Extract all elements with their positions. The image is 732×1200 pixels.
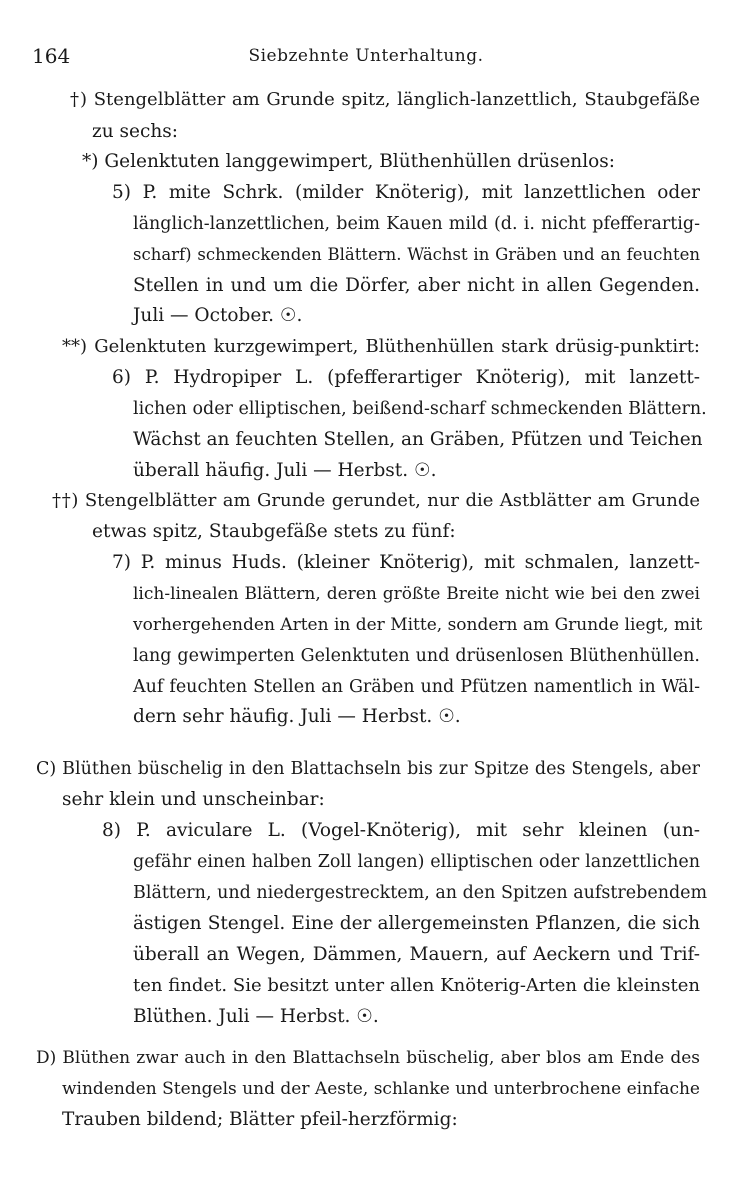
text-line: 5) P. mite Schrk. (milder Knöterig), mit lanzettlichen oder xyxy=(112,182,700,203)
text-line: ästigen Stengel. Eine der allergemeinsten Pflanzen, die sich xyxy=(133,913,700,934)
page-header xyxy=(0,44,732,74)
text-line: 8) P. aviculare L. (Vogel-Knöterig), mit sehr kleinen (un- xyxy=(102,820,700,841)
text-line: ††) Stengelblätter am Grunde gerundet, nur die Astblätter am Grunde xyxy=(52,490,700,511)
text-line: Auf feuchten Stellen an Gräben und Pfützen namentlich in Wäl- xyxy=(133,677,700,697)
text-line: Stellen in und um die Dörfer, aber nicht in allen Gegenden. xyxy=(133,275,700,296)
text-line: Blättern, und niedergestrecktem, an den Spitzen aufstrebendem xyxy=(133,883,708,903)
text-line: lang gewimperten Gelenktuten und drüsenlosen Blüthenhüllen. xyxy=(133,646,700,666)
text-line: zu sechs: xyxy=(92,121,178,142)
text-line: Blüthen. Juli — Herbst. ☉. xyxy=(133,1006,379,1027)
page-number: 164 xyxy=(32,44,71,68)
text-line: C) Blüthen büschelig in den Blattachseln bis zur Spitze des Stengels, aber xyxy=(36,759,700,779)
text-line: Wächst an feuchten Stellen, an Gräben, Pfützen und Teichen xyxy=(133,429,703,450)
text-line: Trauben bildend; Blätter pfeil-herzförmig: xyxy=(62,1109,458,1130)
running-title: Siebzehnte Unterhaltung. xyxy=(248,46,484,66)
text-line: scharf) schmeckenden Blättern. Wächst in Gräben und an feuchten xyxy=(133,245,700,264)
text-line: lich-linealen Blättern, deren größte Breite nicht wie bei den zwei xyxy=(133,584,700,604)
text-line: ten findet. Sie besitzt unter allen Knöterig-Arten die kleinsten xyxy=(133,975,700,996)
text-line: D) Blüthen zwar auch in den Blattachseln büschelig, aber blos am Ende des xyxy=(36,1048,700,1068)
text-line: sehr klein und unscheinbar: xyxy=(62,789,325,810)
text-line: 6) P. Hydropiper L. (pfefferartiger Knöterig), mit lanzett- xyxy=(112,367,700,388)
text-line: überall an Wegen, Dämmen, Mauern, auf Aeckern und Trif- xyxy=(133,944,700,965)
text-line: länglich-lanzettlichen, beim Kauen mild (d. i. nicht pfefferartig- xyxy=(133,214,700,234)
text-line: Juli — October. ☉. xyxy=(133,305,303,326)
text-line: dern sehr häufig. Juli — Herbst. ☉. xyxy=(133,706,461,727)
text-line: gefähr einen halben Zoll langen) elliptischen oder lanzettlichen xyxy=(133,852,700,872)
text-line: etwas spitz, Staubgefäße stets zu fünf: xyxy=(92,521,456,542)
text-line: †) Stengelblätter am Grunde spitz, länglich-lanzettlich, Staubgefäße xyxy=(70,89,700,110)
text-line: lichen oder elliptischen, beißend-scharf schmeckenden Blättern. xyxy=(133,399,707,419)
text-line: windenden Stengels und der Aeste, schlanke und unterbrochene einfache xyxy=(62,1079,700,1099)
text-line: vorhergehenden Arten in der Mitte, sondern am Grunde liegt, mit xyxy=(133,615,703,635)
text-line: 7) P. minus Huds. (kleiner Knöterig), mit schmalen, lanzett- xyxy=(112,552,700,573)
text-line: überall häufig. Juli — Herbst. ☉. xyxy=(133,460,437,481)
text-line: **) Gelenktuten kurzgewimpert, Blüthenhüllen stark drüsig-punktirt: xyxy=(62,336,700,357)
text-line: *) Gelenktuten langgewimpert, Blüthenhüllen drüsenlos: xyxy=(82,151,615,172)
